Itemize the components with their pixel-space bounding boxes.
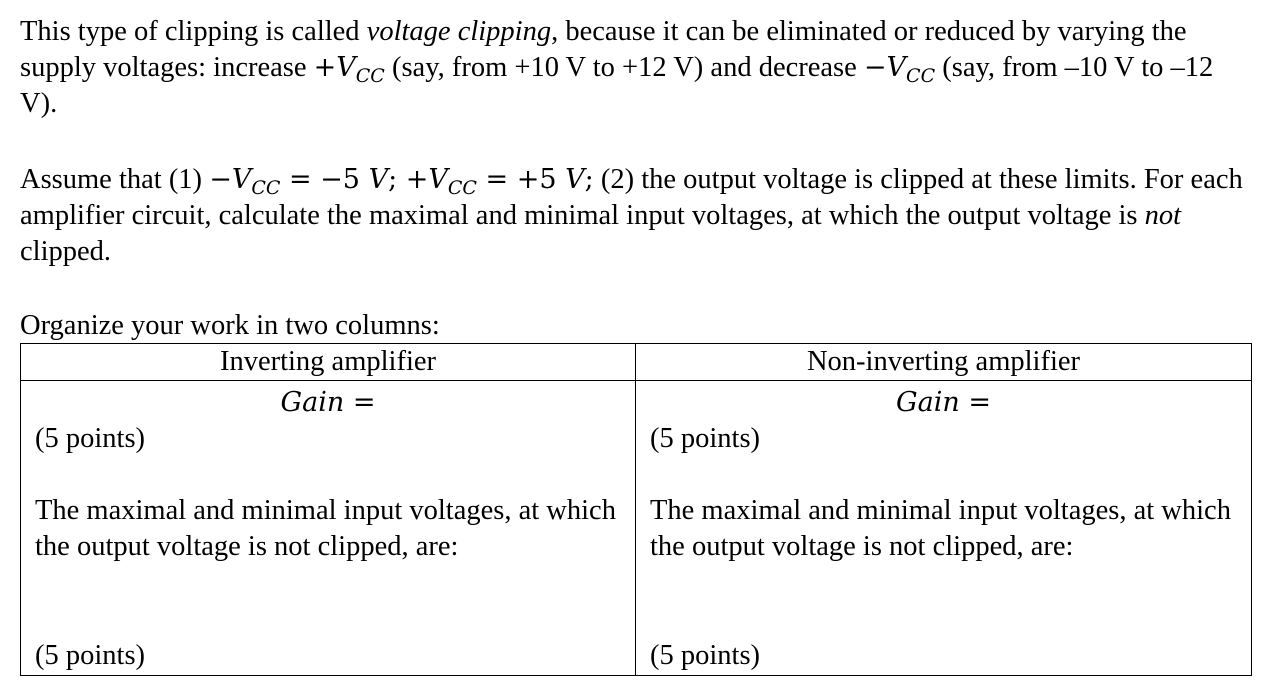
plus-vcc-symbol: $+V_{CC}$ — [313, 52, 385, 87]
non-inverting-amplifier-header: Non-inverting amplifier — [636, 344, 1252, 381]
intro-text-part3: (say, from +10 V to +12 V) and decrease — [384, 52, 864, 83]
not-emphasis: not — [1144, 200, 1182, 231]
assumption-text-part3: clipped. — [20, 236, 112, 267]
intro-paragraph — [20, 14, 1256, 122]
assumption-text-part1: Assume that (1) — [20, 164, 210, 195]
non-inverting-amplifier-cell — [636, 381, 1252, 676]
organize-instruction: Organize your work in two columns: — [20, 310, 440, 341]
minus-vcc-equation: $-V_{CC} = -5$ V; $+V_{CC} = +5$ V; — [209, 164, 594, 199]
inverting-gain-label: Gain = — [280, 387, 376, 418]
inverting-input-voltage-question: The maximal and minimal input voltages, at which the output voltage is not clipped, are: — [35, 495, 616, 562]
non-inverting-voltage-points: (5 points) — [650, 640, 761, 671]
intro-text-part4: (say, from –10 V to –12 V). — [20, 52, 1214, 119]
minus-vcc-symbol: $-V_{CC}$ — [863, 52, 936, 87]
inverting-gain-points: (5 points) — [35, 423, 146, 454]
work-table — [20, 343, 1252, 676]
intro-text-part1: This type of clipping is called — [20, 16, 367, 47]
non-inverting-gain-label: Gain = — [896, 387, 991, 418]
inverting-amplifier-header: Inverting amplifier — [21, 344, 636, 381]
inverting-voltage-points: (5 points) — [35, 640, 146, 671]
assumption-text-part2: (2) the output voltage is clipped at these limits. For each amplifier circuit, calculate the maximal and minimal input voltages, at which the output voltage is — [20, 164, 1243, 231]
non-inverting-input-voltage-question: The maximal and minimal input voltages, at which the output voltage is not clipped, are: — [650, 495, 1231, 562]
assumption-paragraph — [20, 162, 1256, 270]
intro-text-part2: , because it can be eliminated or reduced by varying the supply voltages: increase — [20, 16, 1187, 83]
inverting-amplifier-cell — [21, 381, 636, 676]
table-header-row — [21, 344, 1252, 381]
table-body-row — [21, 381, 1252, 676]
non-inverting-gain-points: (5 points) — [650, 423, 761, 454]
voltage-clipping-term: voltage clipping — [366, 16, 552, 47]
